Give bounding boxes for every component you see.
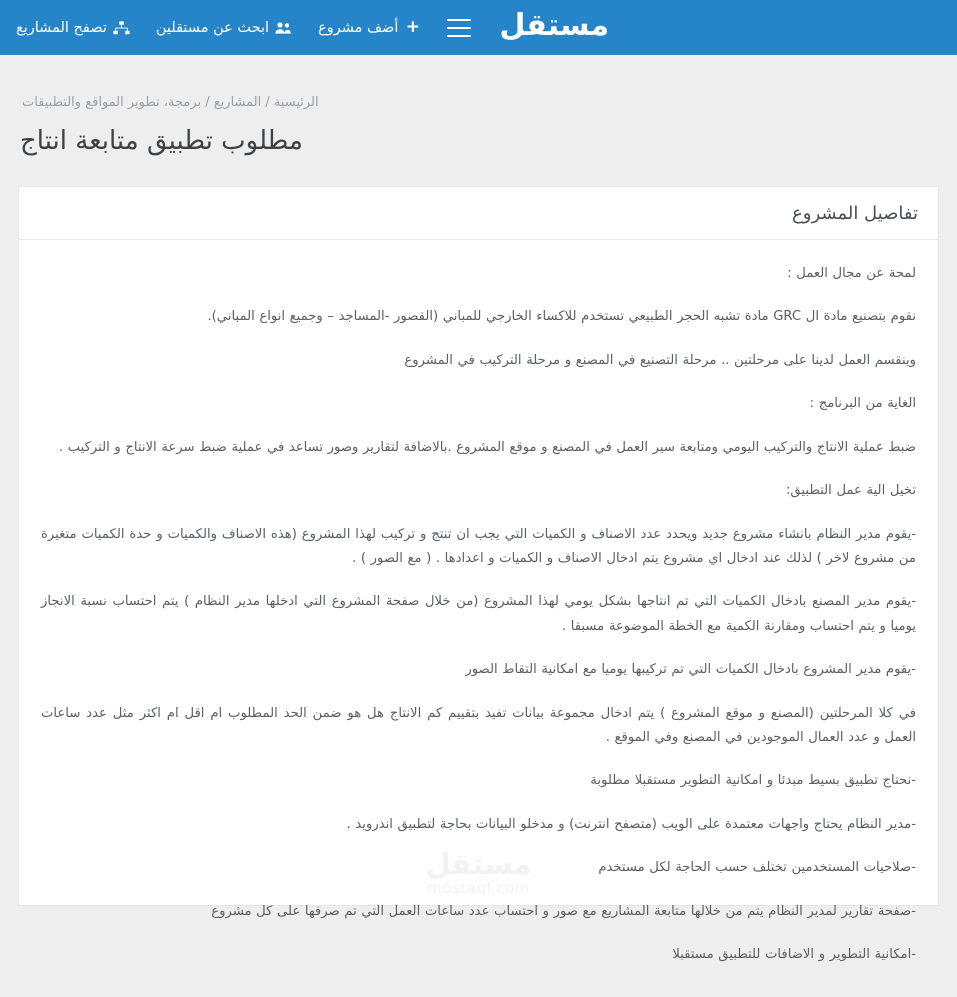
page-container — [0, 55, 957, 963]
nav-link-find-freelancers-label: ابحث عن مستقلين — [155, 19, 270, 36]
project-paragraph: -نحتاج تطبيق بسيط مبدئا و امكانية التطوير مستقبلا مطلوبة — [590, 773, 916, 789]
project-details-card — [18, 186, 939, 963]
project-paragraph: لمحة عن مجال العمل : — [787, 266, 916, 281]
watermark-url: mostaql.com — [427, 879, 530, 897]
project-paragraph: -صلاحيات المستخدمين تختلف حسب الحاجة لكل مستخدم — [598, 860, 916, 876]
project-paragraph: نقوم بتصنيع مادة ال GRC مادة تشبه الحجر الطبيعي تستخدم للاكساء الخارجي للمباني (القصور -المساجد – وجميع انواع المباني). — [207, 309, 916, 325]
navbar-brand-group — [447, 7, 610, 45]
card-header — [19, 187, 938, 240]
top-navbar — [0, 0, 957, 55]
users-icon — [275, 20, 292, 36]
watermark-logo: مستقل — [425, 846, 532, 881]
breadcrumb — [18, 55, 939, 110]
project-paragraph: ضبط عملية الانتاج والتركيب اليومي ومتابعة سير العمل في المصنع و موقع المشروع .بالاضافة لتقارير وصور تساعد في عملية ضبط سرعة الانتاج و التركيب . — [58, 439, 916, 455]
nav-link-add-project-label: أضف مشروع — [318, 19, 399, 36]
nav-link-browse-projects[interactable] — [16, 20, 130, 36]
nav-link-browse-projects-label: تصفح المشاريع — [16, 19, 107, 36]
breadcrumb-text[interactable]: الرئيسية / المشاريع / برمجة، تطوير المواقع والتطبيقات — [22, 95, 319, 110]
page-title: مطلوب تطبيق متابعة انتاج — [20, 126, 303, 156]
project-paragraph: -يقوم مدير المشروع بادخال الكميات التي تم تركيبها يوميا مع امكانية التقاط الصور — [465, 662, 916, 678]
hamburger-menu-icon[interactable] — [447, 19, 471, 37]
project-paragraph: -صفحة تقارير لمدير النظام يتم من خلالها متابعة المشاريع مع صور و احتساب عدد ساعات العمل التي تم صرفها على كل مشروع — [211, 903, 916, 919]
navbar-links — [16, 17, 421, 37]
project-paragraph: وينقسم العمل لدينا على مرحلتين .. مرحلة التصنيع في المصنع و مرحلة التركيب في المشروع — [404, 352, 916, 368]
project-paragraph: -امكانية التطوير و الاضافات للتطبيق مستقبلا — [672, 947, 916, 963]
sitemap-icon — [113, 20, 130, 36]
project-paragraph: -مدير النظام يحتاج واجهات معتمدة على الويب (متصفح انترنت) و مدخلو البيانات بحاجة لتطبيق اندرويد . — [346, 816, 916, 832]
project-paragraph: -يقوم مدير المصنع بادخال الكميات التي تم انتاجها بشكل يومي لهذا المشروع (من خلال صفحة المشروع التي ادخلها مدير النظام ) يتم احتساب نسبة الانجاز يوميا و يتم احتساب ومقارنة الكمية مع الخطة الموضوعة مسبقا . — [41, 594, 916, 634]
site-logo[interactable]: مستقل — [499, 7, 610, 43]
project-paragraph: في كلا المرحلتين (المصنع و موقع المشروع ) يتم ادخال مجموعة بيانات تفيد بتقييم كم الانتاج هل هو ضمن الحد المطلوب ام اقل ام اكثر مثل عدد ساعات العمل و عدد العمال الموجودين في المصنع وفي الموقع . — [41, 705, 916, 746]
project-paragraph: تخيل الية عمل التطبيق: — [785, 483, 916, 499]
card-body — [19, 240, 938, 997]
project-paragraph: -يقوم مدير النظام بانشاء مشروع جديد ويحدد عدد الاصناف و الكميات التي يجب ان تنتج و تركيب لهذا المشروع (هذه الاصناف والكميات و حدة الكميات متغيرة من مشروع لاخر ) لذلك عند ادخال اي مشروع يتم ادخال الاصناف و الكميات و اعدادها . ( مع الصور ) . — [41, 526, 916, 566]
nav-link-add-project[interactable] — [318, 17, 421, 37]
plus-icon: + — [405, 17, 421, 37]
card-header-title: تفاصيل المشروع — [792, 203, 918, 224]
nav-link-find-freelancers[interactable] — [156, 20, 292, 36]
project-paragraph: الغاية من البرنامج : — [809, 396, 916, 412]
